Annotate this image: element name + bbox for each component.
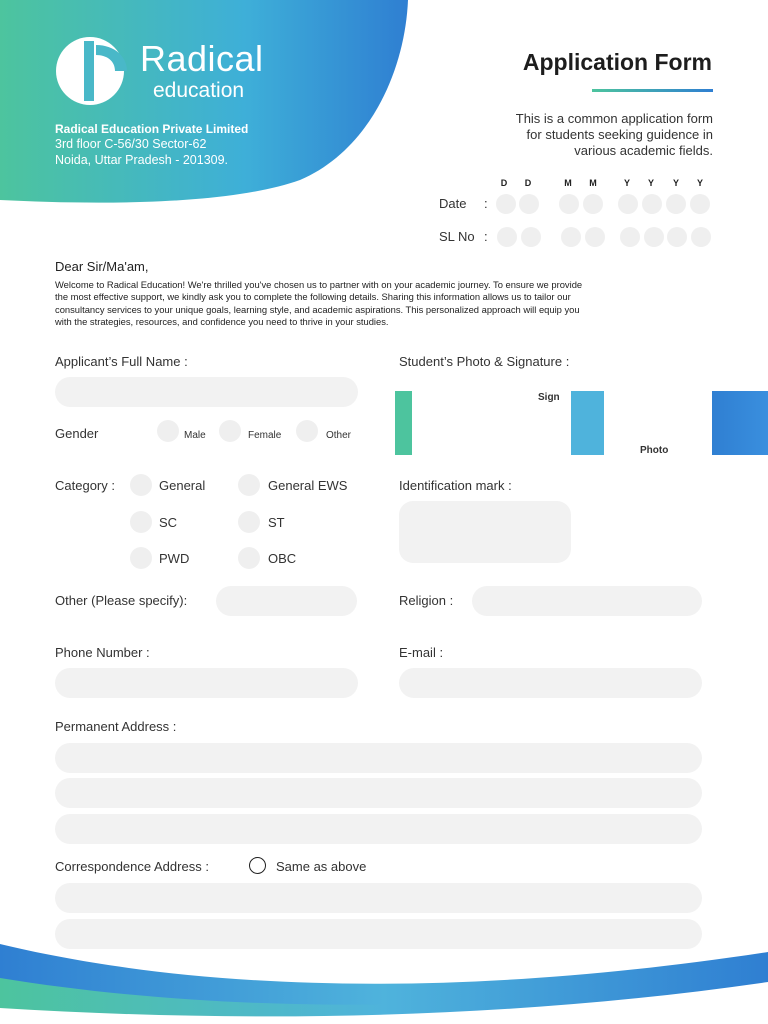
photo-box-right-marker bbox=[712, 391, 768, 455]
brand-subtitle: education bbox=[153, 79, 245, 102]
date-day-1-input[interactable] bbox=[496, 194, 516, 214]
company-address-line-1: 3rd floor C-56/30 Sector-62 bbox=[55, 137, 207, 151]
slno-digit-1-input[interactable] bbox=[497, 227, 517, 247]
intro-line: Welcome to Radical Education! We're thrilled you've chosen us to partner with on your academic journey. To ensure we provide bbox=[55, 279, 583, 290]
category-general-ews-radio[interactable] bbox=[238, 474, 260, 496]
date-year-4-input[interactable] bbox=[690, 194, 710, 214]
permanent-address-line-1-input[interactable] bbox=[55, 743, 702, 773]
same-as-above-label: Same as above bbox=[276, 859, 367, 874]
date-year-3-input[interactable] bbox=[666, 194, 686, 214]
slno-digit-2-input[interactable] bbox=[521, 227, 541, 247]
date-letter-d2: D bbox=[524, 178, 532, 188]
religion-input[interactable] bbox=[472, 586, 702, 616]
category-general-ews-label: General EWS bbox=[268, 478, 348, 493]
photo-signature-label: Student’s Photo & Signature : bbox=[399, 354, 570, 369]
slno-digit-6-input[interactable] bbox=[644, 227, 664, 247]
category-obc-radio[interactable] bbox=[238, 547, 260, 569]
intro-line: consultancy services to your unique goals, learning style, and academic aspirations. This personalized approach will equip you bbox=[55, 303, 580, 315]
photo-label: Photo bbox=[640, 445, 669, 456]
date-day-2-input[interactable] bbox=[519, 194, 539, 214]
company-address-line-2: Noida, Uttar Pradesh - 201309. bbox=[55, 153, 229, 167]
intro-line: with the strategies, resources, and confidence you need to thrive in your studies. bbox=[55, 315, 389, 327]
slno-digit-8-input[interactable] bbox=[691, 227, 711, 247]
slno-digit-7-input[interactable] bbox=[667, 227, 687, 247]
date-year-2-input[interactable] bbox=[642, 194, 662, 214]
permanent-address-label: Permanent Address : bbox=[55, 719, 177, 734]
slno-digit-4-input[interactable] bbox=[585, 227, 605, 247]
correspondence-address-label: Correspondence Address : bbox=[55, 859, 209, 874]
signature-box-right-marker bbox=[571, 391, 604, 455]
identification-mark-label: Identification mark : bbox=[399, 478, 512, 493]
page-title: Application Form bbox=[522, 49, 712, 75]
identification-mark-input[interactable] bbox=[399, 501, 571, 563]
slno-label: SL No bbox=[439, 229, 475, 244]
gender-female-radio[interactable] bbox=[219, 420, 241, 442]
slno-digit-5-input[interactable] bbox=[620, 227, 640, 247]
gender-male-radio[interactable] bbox=[157, 420, 179, 442]
gender-male-label: Male bbox=[184, 430, 206, 441]
sign-label: Sign bbox=[538, 392, 560, 403]
date-month-1-input[interactable] bbox=[559, 194, 579, 214]
description-line: for students seeking guidence in bbox=[526, 127, 713, 142]
intro-letter bbox=[55, 279, 715, 328]
date-label: Date bbox=[439, 196, 467, 211]
company-name: Radical Education Private Limited bbox=[55, 122, 249, 136]
date-year-1-input[interactable] bbox=[618, 194, 638, 214]
date-letter-m2: M bbox=[589, 178, 597, 188]
gender-label: Gender bbox=[55, 426, 99, 441]
email-label: E-mail : bbox=[399, 645, 444, 660]
category-st-radio[interactable] bbox=[238, 511, 260, 533]
permanent-address-line-2-input[interactable] bbox=[55, 778, 702, 808]
radical-logo-icon bbox=[55, 37, 131, 105]
category-pwd-radio[interactable] bbox=[130, 547, 152, 569]
category-general-label: General bbox=[159, 478, 206, 493]
other-specify-input[interactable] bbox=[216, 586, 357, 616]
signature-box-left-marker bbox=[395, 391, 412, 455]
category-general-radio[interactable] bbox=[130, 474, 152, 496]
category-obc-label: OBC bbox=[268, 551, 297, 566]
category-label: Category : bbox=[55, 478, 115, 493]
form-description bbox=[516, 111, 713, 159]
phone-label: Phone Number : bbox=[55, 645, 150, 660]
correspondence-address-line-1-input[interactable] bbox=[55, 883, 702, 913]
category-st-label: ST bbox=[268, 515, 285, 530]
slno-digit-3-input[interactable] bbox=[561, 227, 581, 247]
phone-input[interactable] bbox=[55, 668, 358, 698]
date-letter-d1: D bbox=[500, 178, 508, 188]
intro-line: the most effective support, we kindly ask you to complete the following details. Sharing this information allows us to tailor our bbox=[55, 291, 571, 303]
date-letter-y3: Y bbox=[672, 178, 679, 188]
gender-other-radio[interactable] bbox=[296, 420, 318, 442]
date-letter-y2: Y bbox=[647, 178, 654, 188]
greeting: Dear Sir/Ma'am, bbox=[55, 259, 149, 274]
footer-wave bbox=[0, 930, 768, 1024]
photo-area[interactable] bbox=[604, 391, 712, 455]
date-letter-y4: Y bbox=[696, 178, 703, 188]
category-sc-radio[interactable] bbox=[130, 511, 152, 533]
title-underline bbox=[592, 89, 713, 92]
permanent-address-line-3-input[interactable] bbox=[55, 814, 702, 844]
date-colon: : bbox=[484, 196, 488, 211]
date-letter-m1: M bbox=[564, 178, 572, 188]
same-as-above-checkbox[interactable] bbox=[249, 857, 266, 874]
date-month-2-input[interactable] bbox=[583, 194, 603, 214]
gender-female-label: Female bbox=[248, 430, 282, 441]
slno-colon: : bbox=[484, 229, 488, 244]
date-letter-y1: Y bbox=[623, 178, 630, 188]
gender-other-label: Other bbox=[326, 430, 352, 441]
description-line: This is a common application form bbox=[515, 111, 713, 126]
email-input[interactable] bbox=[399, 668, 702, 698]
signature-area[interactable] bbox=[412, 391, 571, 455]
brand-name: Radical bbox=[140, 38, 264, 79]
other-specify-label: Other (Please specify): bbox=[55, 593, 188, 608]
religion-label: Religion : bbox=[399, 593, 454, 608]
full-name-label: Applicant’s Full Name : bbox=[55, 354, 188, 369]
full-name-input[interactable] bbox=[55, 377, 358, 407]
category-pwd-label: PWD bbox=[159, 551, 190, 566]
category-sc-label: SC bbox=[159, 515, 178, 530]
description-line: various academic fields. bbox=[574, 143, 713, 158]
